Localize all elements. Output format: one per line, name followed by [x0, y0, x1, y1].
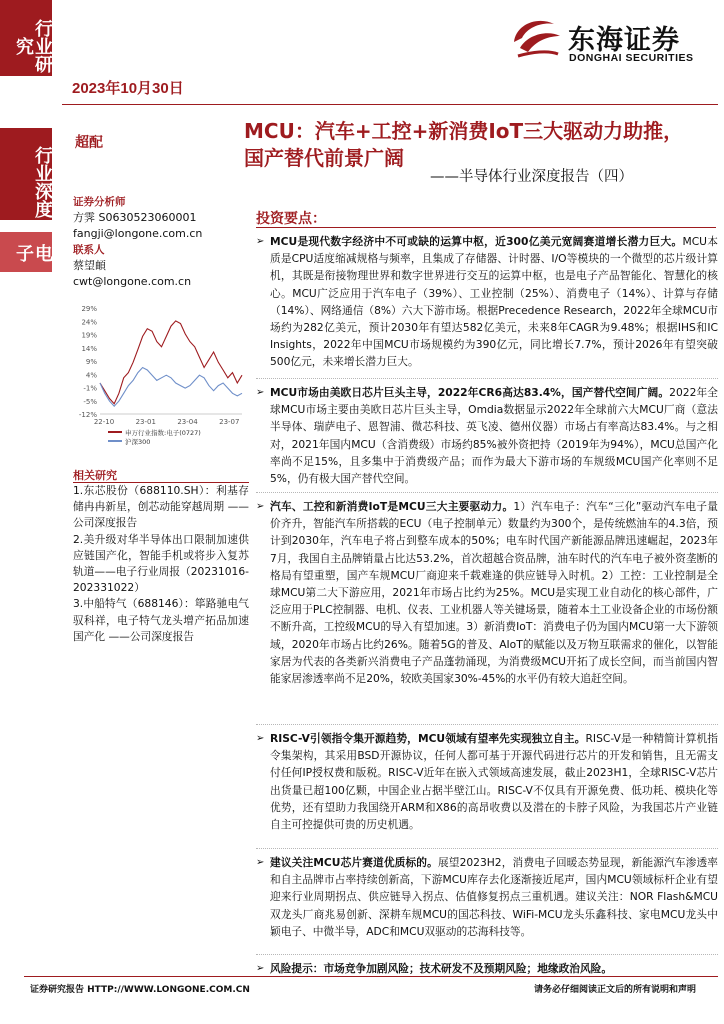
- contact-name: 蔡望頔: [73, 259, 106, 272]
- x-tick-label: 23-01: [135, 418, 156, 426]
- key-point-heading: MCU市场由美欧日芯片巨头主导，2022年CR6高达83.4%，国产替代空间广阔。: [270, 386, 670, 399]
- key-point-paragraph: [256, 384, 718, 492]
- logo-english-name: DONGHAI SECURITIES: [569, 52, 694, 64]
- chart-svg: [70, 302, 250, 450]
- report-title: MCU：汽车+工控+新消费IoT三大驱动力助推，国产替代前景广阔: [244, 119, 684, 170]
- x-tick-label: 23-07: [219, 418, 240, 426]
- paragraph-separator: [256, 724, 718, 725]
- side-band-industry-research: [0, 0, 52, 76]
- report-subtitle: ——半导体行业深度报告（四）: [430, 169, 633, 185]
- donghai-logo-mark-icon: [508, 12, 564, 64]
- header-divider: [62, 104, 718, 105]
- donghai-logo: [508, 12, 718, 64]
- series-line: [100, 321, 242, 404]
- key-point-text: 1）汽车电子：汽车“三化”驱动汽车电子量价齐升，智能汽车所搭载的ECU（电子控制单元）数量约为300个，是传统燃油车的4.3倍，预计到2030年，汽车电子将占到整车成本的50%；电车时代国产新能源品牌迅速崛起，2023年7月，我国自主品牌销量占比达53.2%，首次超越合资品牌，油车时代的汽车电子被外资垄断的格局有望重塑，国产车规MCU厂商迎来千载难逢的供应链导入时机。2）工控：工业控制是全球MCU第二大下游应用，2021年市场占比约为25%。MCU是实现工业自动化的核心部件，广泛应用于PLC控制器、电机、仪表、工业机器人等关键场景，随着本土工业设备企业的市场份额不断升高，工控级MCU的导入有望加速。3）新消费IoT：消费电子仍为国内MCU第一大下游领域，2020年市场占比约26%。随着5G的普及、AIoT的赋能以及万物互联需求的催化，以智能家居为代表的各类新兴消费电子产品蓬勃涌现，为消费级MCU开拓了成长空间，而当前国内智能家居渗透率尚不足20%，较欧美国家30%-45%的水平仍有较大追赶空间。: [270, 500, 718, 686]
- paragraph-separator: [256, 848, 718, 849]
- bullet-arrow-icon: ➢: [256, 857, 265, 868]
- related-research-title: 相关研究: [73, 469, 117, 482]
- key-point-heading: 建议关注MCU芯片赛道优质标的。: [270, 856, 438, 869]
- key-point-paragraph: [256, 498, 718, 724]
- related-item[interactable]: 3.中船特气（688146）：筚路驰电气驭科祥，电子特气龙头增产拓品加速国产化 ——公司深度报告: [73, 597, 249, 643]
- y-tick-label: 14%: [81, 344, 97, 353]
- side-band-lower-text: 电子: [13, 244, 53, 262]
- y-tick-label: -1%: [83, 384, 97, 393]
- bullet-arrow-icon: ➢: [256, 501, 265, 512]
- paragraph-separator: [256, 378, 718, 379]
- contact-label: 联系人: [73, 244, 105, 256]
- side-band-middle-text: 行业深度: [32, 146, 53, 218]
- related-item[interactable]: 1.东芯股份（688110.SH）：利基存储冉冉新星，创芯动能穿越周期 ——公司深度报告: [73, 484, 249, 530]
- y-tick-label: -5%: [83, 397, 97, 406]
- y-tick-label: 19%: [81, 331, 97, 340]
- key-point-text: RISC-V是一种精简计算机指令集架构，其采用BSD开源协议，任何人都可基于开源代码进行芯片的开发和销售，且无需支付任何IP授权费和版税。RISC-V近年在嵌入式领域高速发展，截止2023H1，全球RISC-V芯片出货量已超100亿颗，中国企业占据半壁江山。RISC-V不仅具有开源免费、低功耗、模块化等优势，还有望助力我国绕开ARM和X86的高昂收费以及潜在的卡脖子风险，为我国芯片产业链自主可控提供可贵的历史机遇。: [270, 732, 718, 832]
- bullet-arrow-icon: ➢: [256, 236, 265, 247]
- key-point-heading: MCU是现代数字经济中不可或缺的运算中枢，近300亿美元宽阔赛道增长潜力巨大。: [270, 235, 683, 248]
- y-tick-label: 24%: [81, 318, 97, 327]
- footer-divider: [24, 976, 718, 977]
- footer-website[interactable]: 证券研究报告 HTTP://WWW.LONGONE.COM.CN: [30, 985, 250, 995]
- legend-label: 申万行业指数:电子(0727): [125, 429, 201, 437]
- bullet-arrow-icon: ➢: [256, 733, 265, 744]
- bullet-arrow-icon: ➢: [256, 387, 265, 398]
- analyst-label: 证券分析师: [73, 196, 126, 208]
- report-date: 2023年10月30日: [72, 80, 184, 97]
- bullet-arrow-icon: ➢: [256, 963, 265, 974]
- side-band-industry-depth: [0, 128, 52, 220]
- analyst-block: [73, 194, 249, 290]
- key-point-heading: RISC-V引领指令集开源趋势，MCU领域有望率先实现独立自主。: [270, 732, 586, 745]
- index-performance-chart: [70, 302, 250, 450]
- analyst-email[interactable]: fangji@longone.com.cn: [73, 227, 203, 240]
- footer-disclaimer: 请务必仔细阅读正文后的所有说明和声明: [533, 985, 696, 995]
- y-tick-label: 9%: [85, 358, 97, 366]
- y-tick-label: -12%: [78, 411, 97, 419]
- side-band-sector: [0, 232, 52, 272]
- key-point-text: 2022年全球MCU市场主要由美欧日芯片巨头主导，Omdia数据显示2022年全球前六大MCU厂商（意法半导体、瑞萨电子、恩智浦、微芯科技、英飞凌、德州仪器）市场占有率高达83.4%。与之相对，2021年国内MCU（含消费级）市场约85%被外资把持（2019年为94%），MCU总国产化率尚不足15%，且多集中于消费级产品；而作为最大下游市场的车规级MCU国产化率则不足5%，仍有极大国产替代空间。: [270, 386, 718, 486]
- x-tick-label: 23-04: [177, 418, 198, 426]
- y-tick-label: 4%: [85, 371, 97, 380]
- key-points-body: [256, 233, 718, 980]
- key-point-text: 展望2023H2，消费电子回暖态势显现，新能源汽车渗透率和自主品牌市占率持续创新高，下游MCU库存去化逐渐接近尾声，国内MCU领域标杆企业有望迎来行业周期拐点、供应链导入拐点、估值修复拐点三重机遇。建议关注：NOR Flash&MCU双龙头厂商兆易创新、深耕车规MCU的国芯科技、WiFi-MCU龙头乐鑫科技、家电MCU龙头中颖电子、中微半导，ADC和MCU双驱动的芯海科技等。: [270, 856, 718, 938]
- key-point-paragraph: [256, 730, 718, 848]
- risk-heading: 风险提示：: [270, 962, 324, 975]
- paragraph-separator: [256, 492, 718, 493]
- contact-email[interactable]: cwt@longone.com.cn: [73, 275, 192, 288]
- key-point-paragraph: [256, 854, 718, 954]
- legend-label: 沪深300: [125, 438, 151, 446]
- key-point-text: MCU本质是CPU适度缩减规格与频率，且集成了存储器、计时器、I/O等模块的一个微型的芯片级计算机，其既是衔接物理世界和数字世界进行交互的运算中枢，也是电子产品智能化、智慧化的核心。MCU广泛应用于汽车电子（39%）、工业控制（25%）、消费电子（14%）、计算与存储（14%）、网络通信（8%）六大下游市场。根据Precedence Research，2022年全球MCU市场约为282亿美元，预计2030年有望达582亿美元，未来8年CAGR为9.48%；根据IHS和IC Insights，2022年中国MCU市场规模约为390亿元，同比增长7.7%，预计2026年有望突破500亿元，未来增长潜力巨大。: [270, 235, 718, 369]
- side-band-top-text: 行业研究: [13, 19, 53, 73]
- analyst-name-id: 方霁 S0630523060001: [73, 211, 197, 224]
- related-research-list: [73, 483, 249, 645]
- related-item[interactable]: 2.美升级对华半导体出口限制加速供应链国产化，智能手机或将步入复苏轨道——电子行业周报（20231016-202331022）: [73, 532, 249, 595]
- key-point-heading: 汽车、工控和新消费IoT是MCU三大主要驱动力。: [270, 500, 514, 513]
- key-points-title: 投资要点：: [256, 211, 326, 227]
- risk-paragraph: [256, 960, 718, 980]
- x-tick-label: 22-10: [93, 418, 115, 426]
- key-points-divider: [256, 227, 716, 228]
- rating-badge: 超配: [75, 135, 103, 151]
- risk-text: 市场竞争加剧风险；技术研发不及预期风险；地缘政治风险。: [323, 962, 613, 975]
- logo-chinese-name: 东海证券: [568, 25, 680, 56]
- y-tick-label: 29%: [81, 305, 97, 313]
- paragraph-separator: [256, 954, 718, 955]
- key-point-paragraph: [256, 233, 718, 378]
